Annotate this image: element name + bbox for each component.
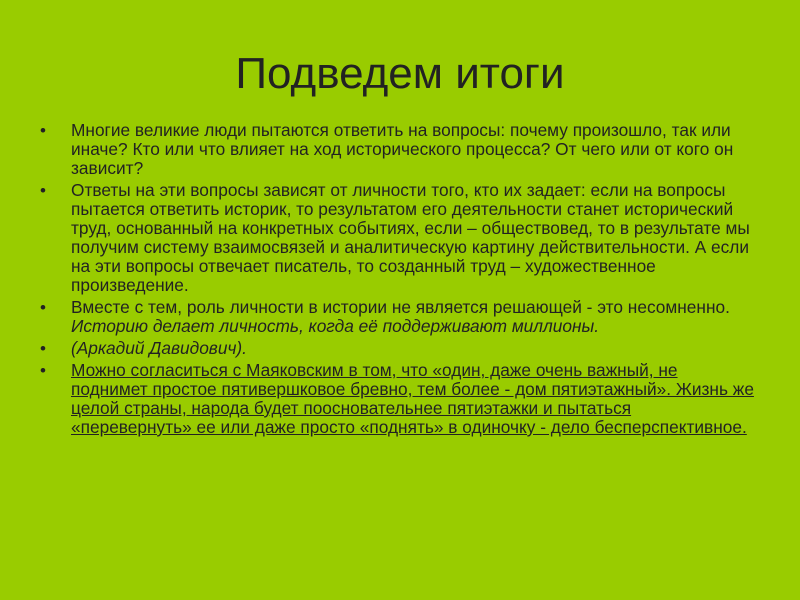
bullet-item <box>40 181 755 295</box>
bullet-icon: • <box>40 121 46 140</box>
bullet-icon: • <box>40 339 46 358</box>
mayakovsky-quote-link[interactable]: Можно согласиться с Маяковским в том, что «один, даже очень важный, не поднимет простое пятивершковое бревно, тем более - дом пятиэтажный». Жизнь же целой страны, народа будет поосновательнее пятиэтажки и пытаться «перевернуть» ее или даже просто «поднять» в одиночку - дело бесперспективное. <box>71 360 754 437</box>
bullet-icon: • <box>40 181 46 200</box>
bullet-item <box>40 298 755 336</box>
bullet-list <box>40 121 755 440</box>
bullet-item <box>40 361 755 437</box>
bullet-text: Многие великие люди пытаются ответить на вопросы: почему произошло, так или иначе? Кто или что влияет на ход исторического процесса? От чего или от кого он зависит? <box>71 120 734 178</box>
bullet-item <box>40 339 755 358</box>
bullet-icon: • <box>40 361 46 380</box>
bullet-text: Ответы на эти вопросы зависят от личности того, кто их задает: если на вопросы пытается ответить историк, то результатом его деятельности станет исторический труд, основанный на конкретных событиях, если – обществовед, то в результате мы получим систему взаимосвязей и аналитическую картину действительности. А если на эти вопросы отвечает писатель, то созданный труд – художественное произведение. <box>71 180 750 295</box>
bullet-italic-text: (Аркадий Давидович). <box>71 338 247 358</box>
bullet-item <box>40 121 755 178</box>
bullet-text: Вместе с тем, роль личности в истории не является решающей - это несомненно. <box>71 297 730 317</box>
slide-title: Подведем итоги <box>235 49 565 98</box>
bullet-icon: • <box>40 298 46 317</box>
bullet-italic-text: Историю делает личность, когда её поддерживают миллионы. <box>71 316 600 336</box>
